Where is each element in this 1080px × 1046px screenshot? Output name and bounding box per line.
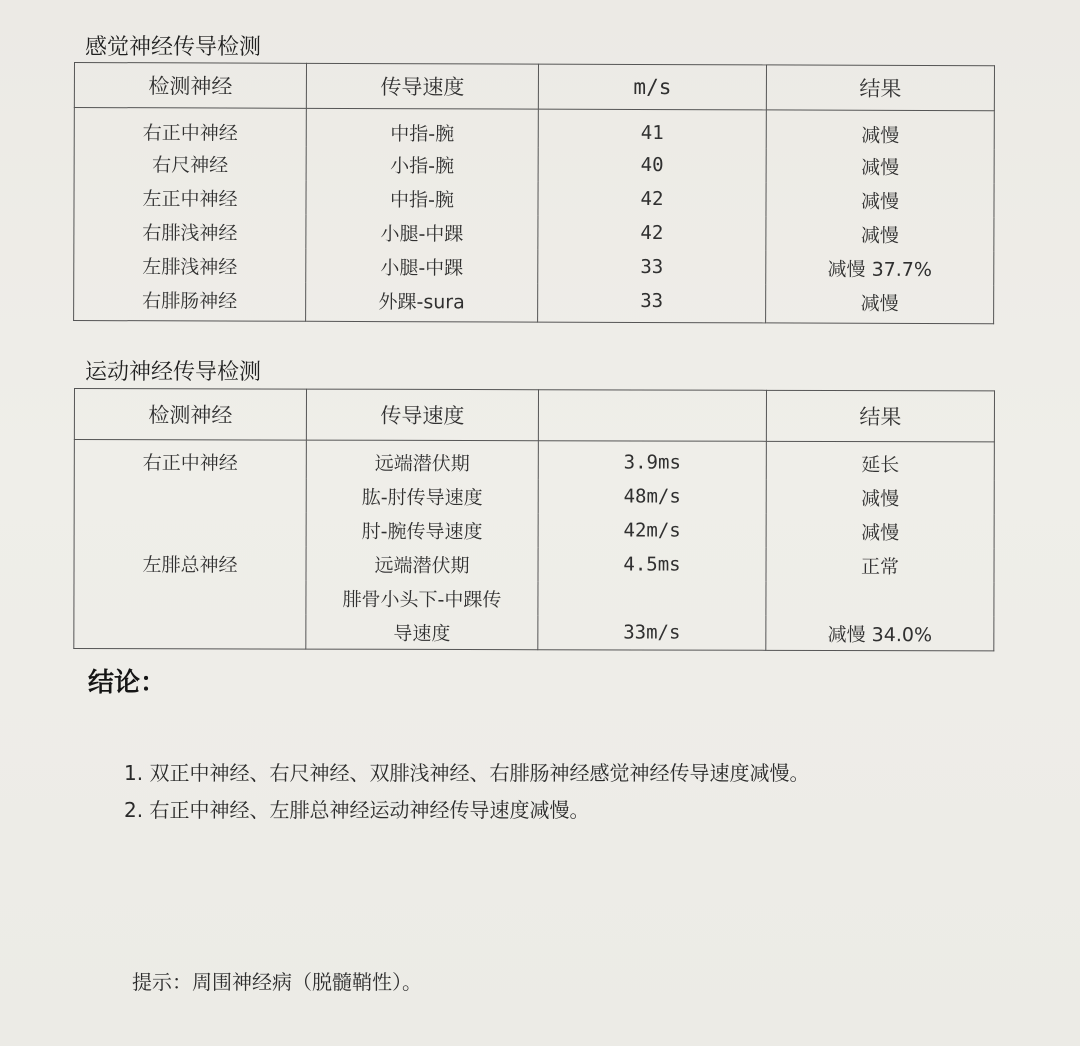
cell-segment: 腓骨小头下-中踝传 bbox=[306, 581, 538, 616]
cell-result bbox=[766, 582, 994, 617]
cell-result: 减慢 bbox=[766, 148, 994, 183]
cell-segment: 导速度 bbox=[306, 615, 538, 650]
cell-value: 40 bbox=[538, 148, 766, 183]
sensory-section-title: 感觉神经传导检测 bbox=[85, 35, 262, 60]
cell-nerve bbox=[74, 614, 306, 649]
cell-value: 3.9ms bbox=[538, 441, 766, 480]
motor-conduction-table bbox=[73, 388, 995, 651]
cell-segment: 肘-腕传导速度 bbox=[306, 513, 538, 548]
diagnosis-hint: 提示：周围神经病（脱髓鞘性）。 bbox=[132, 970, 422, 994]
cell-result: 延长 bbox=[766, 441, 994, 480]
header-result: 结果 bbox=[766, 65, 994, 111]
cell-nerve: 右正中神经 bbox=[74, 108, 306, 147]
cell-result: 减慢 bbox=[766, 182, 994, 217]
table-row bbox=[74, 180, 994, 217]
cell-segment: 肱-肘传导速度 bbox=[306, 479, 538, 514]
cell-result: 减慢 34.0% bbox=[766, 616, 994, 651]
cell-value: 42m/s bbox=[538, 513, 766, 548]
header-nerve: 检测神经 bbox=[74, 389, 306, 441]
cell-nerve bbox=[74, 512, 306, 547]
cell-result: 正常 bbox=[766, 548, 994, 583]
table-row bbox=[74, 248, 994, 285]
conclusion-item: 2. 右正中神经、左腓总神经运动神经传导速度减慢。 bbox=[124, 798, 590, 822]
cell-segment: 小腿-中踝 bbox=[306, 249, 538, 284]
cell-value: 33m/s bbox=[538, 615, 766, 650]
cell-value: 42 bbox=[538, 182, 766, 217]
cell-nerve: 左正中神经 bbox=[74, 180, 306, 215]
header-segment: 传导速度 bbox=[306, 63, 538, 109]
cell-value: 41 bbox=[538, 109, 766, 148]
conclusion-list bbox=[124, 755, 809, 829]
table-row bbox=[74, 282, 994, 324]
cell-nerve: 右尺神经 bbox=[74, 146, 306, 181]
table-row bbox=[74, 440, 994, 481]
cell-result: 减慢 bbox=[766, 110, 994, 149]
cell-segment: 小腿-中踝 bbox=[306, 215, 538, 250]
table-row bbox=[74, 214, 994, 251]
table-row bbox=[74, 614, 994, 651]
cell-value bbox=[538, 581, 766, 616]
conclusion-heading: 结论： bbox=[88, 668, 167, 698]
motor-section-title: 运动神经传导检测 bbox=[85, 360, 262, 385]
table-row bbox=[74, 108, 994, 150]
header-nerve: 检测神经 bbox=[74, 63, 306, 109]
cell-segment: 中指-腕 bbox=[306, 181, 538, 216]
cell-result: 减慢 bbox=[766, 480, 994, 515]
conclusion-item: 1. 双正中神经、右尺神经、双腓浅神经、右腓肠神经感觉神经传导速度减慢。 bbox=[124, 761, 810, 785]
cell-value: 48m/s bbox=[538, 479, 766, 514]
table-header-row bbox=[74, 389, 994, 442]
cell-nerve bbox=[74, 478, 306, 513]
table-row bbox=[74, 580, 994, 616]
cell-nerve: 左腓总神经 bbox=[74, 546, 306, 581]
cell-nerve: 右腓肠神经 bbox=[74, 282, 306, 321]
header-unit bbox=[538, 390, 766, 442]
cell-nerve: 左腓浅神经 bbox=[74, 248, 306, 283]
table-row bbox=[74, 512, 994, 548]
cell-nerve: 右腓浅神经 bbox=[74, 214, 306, 249]
header-result: 结果 bbox=[766, 390, 994, 442]
cell-segment: 中指-腕 bbox=[306, 108, 538, 147]
cell-segment: 远端潜伏期 bbox=[306, 547, 538, 582]
sensory-conduction-table bbox=[73, 62, 995, 324]
header-unit: m/s bbox=[538, 64, 766, 110]
cell-segment: 小指-腕 bbox=[306, 147, 538, 182]
cell-result: 减慢 bbox=[766, 216, 994, 251]
cell-value: 42 bbox=[538, 216, 766, 251]
cell-result: 减慢 bbox=[766, 514, 994, 549]
cell-value: 33 bbox=[538, 284, 766, 323]
cell-segment: 外踝-sura bbox=[306, 283, 538, 322]
cell-result: 减慢 37.7% bbox=[766, 250, 994, 285]
cell-nerve: 右正中神经 bbox=[74, 440, 306, 479]
table-header-row bbox=[74, 63, 994, 111]
cell-segment: 远端潜伏期 bbox=[306, 440, 538, 479]
cell-nerve bbox=[74, 580, 306, 615]
header-segment: 传导速度 bbox=[306, 389, 538, 441]
cell-value: 33 bbox=[538, 250, 766, 285]
table-row bbox=[74, 478, 994, 514]
table-row bbox=[74, 146, 994, 183]
cell-value: 4.5ms bbox=[538, 547, 766, 582]
cell-result: 减慢 bbox=[766, 284, 994, 323]
table-row bbox=[74, 546, 994, 582]
